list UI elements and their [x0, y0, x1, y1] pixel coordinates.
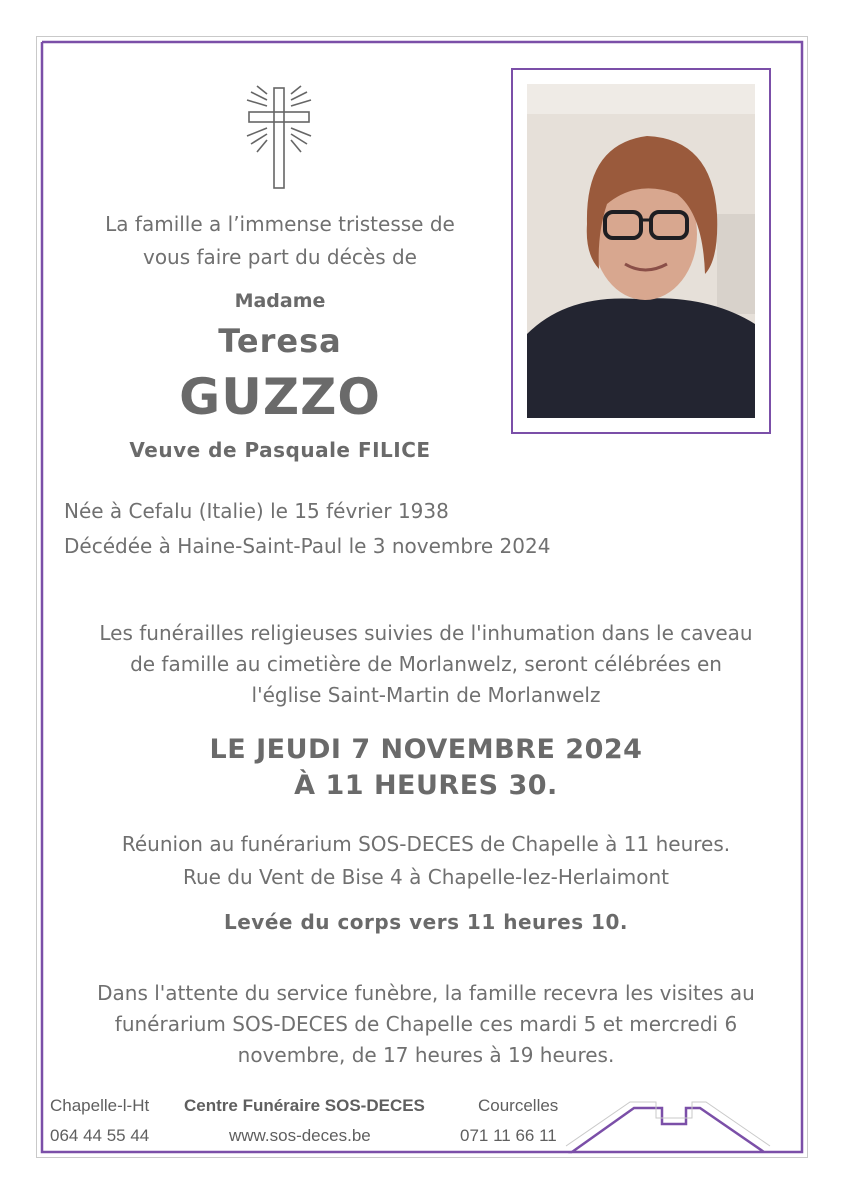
footer-company-name: Centre Funéraire SOS-DECES [184, 1096, 425, 1115]
levee-text: Levée du corps vers 11 heures 10. [224, 910, 628, 934]
widow-of: Veuve de Pasquale FILICE [129, 438, 431, 462]
reunion-line-2: Rue du Vent de Bise 4 à Chapelle-lez-Herlaimont [182, 865, 670, 889]
ceremony-date-line-2: À 11 HEURES 30. [294, 770, 558, 801]
first-name: Teresa [218, 322, 342, 360]
footer-right-city: Courcelles [478, 1096, 559, 1115]
visits-line-2: funérarium SOS-DECES de Chapelle ces mardi 5 et mercredi 6 [114, 1012, 738, 1036]
funeral-line-3: l'église Saint-Martin de Morlanwelz [251, 683, 601, 707]
death-line: Décédée à Haine-Saint-Paul le 3 novembre 2024 [64, 534, 551, 558]
radiant-cross-icon [243, 84, 315, 192]
footer-left-city: Chapelle-l-Ht [50, 1096, 150, 1115]
birth-line: Née à Cefalu (Italie) le 15 février 1938 [64, 499, 449, 523]
reunion-line-1: Réunion au funérarium SOS-DECES de Chapelle à 11 heures. [121, 832, 731, 856]
visits-line-3: novembre, de 17 heures à 19 heures. [237, 1043, 615, 1067]
intro-text [60, 208, 500, 274]
footer-left-phone[interactable]: 064 44 55 44 [50, 1126, 150, 1145]
funeral-line-1: Les funérailles religieuses suivies de l'inhumation dans le caveau [99, 621, 753, 645]
ceremony-date-line-1: LE JEUDI 7 NOVEMBRE 2024 [209, 734, 643, 765]
honorific: Madame [234, 290, 326, 312]
life-dates [64, 494, 550, 564]
footer-website-link[interactable]: www.sos-deces.be [229, 1126, 371, 1145]
portrait-photo [527, 84, 755, 418]
portrait-frame [511, 68, 771, 434]
funeral-line-2: de famille au cimetière de Morlanwelz, seront célébrées en [130, 652, 722, 676]
last-name: GUZZO [179, 368, 381, 426]
funeral-text [40, 618, 812, 711]
intro-line-2: vous faire part du décès de [142, 245, 417, 269]
ceremony-date [40, 732, 812, 804]
visits-text [40, 978, 812, 1071]
intro-line-1: La famille a l’immense tristesse de [105, 212, 455, 236]
portrait-illustration [527, 84, 755, 418]
visits-line-1: Dans l'attente du service funèbre, la famille recevra les visites au [97, 981, 755, 1005]
reunion-text [40, 828, 812, 894]
footer-right-phone[interactable]: 071 11 66 11 [460, 1126, 557, 1145]
